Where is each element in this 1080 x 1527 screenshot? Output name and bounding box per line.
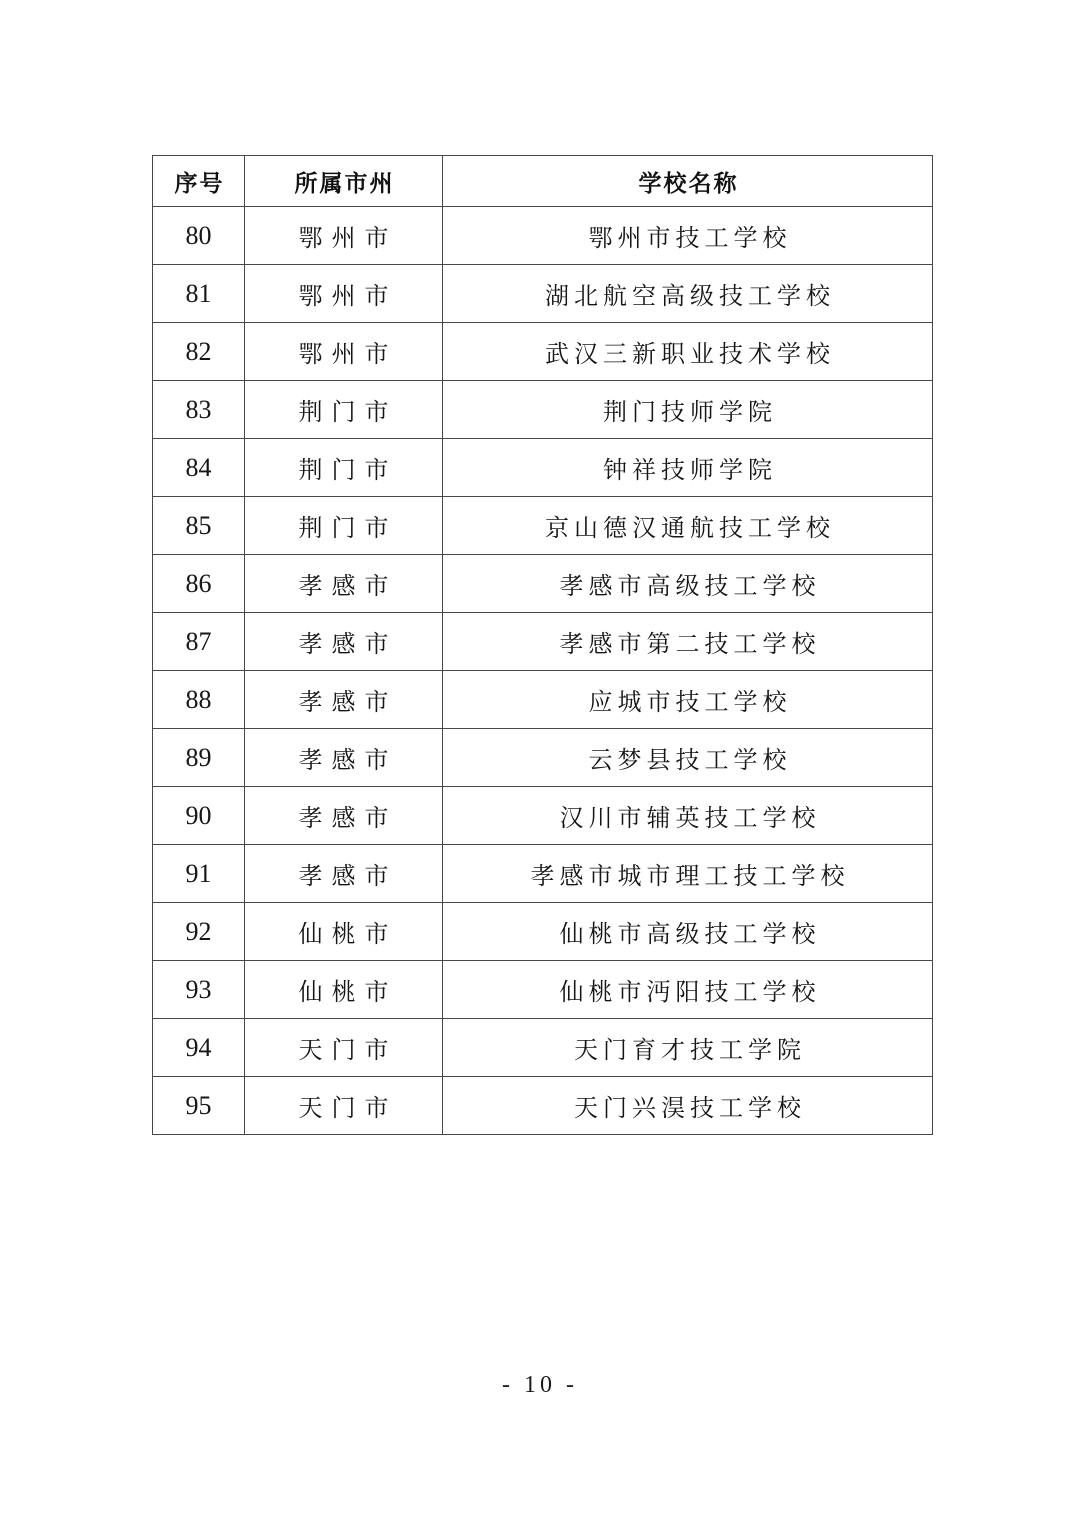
row-school-name: 孝感市城市理工技工学校 (443, 845, 933, 903)
row-school-name: 钟祥技师学院 (443, 439, 933, 497)
row-serial-number: 82 (153, 323, 245, 381)
row-city: 孝感市 (245, 845, 443, 903)
row-city: 天门市 (245, 1077, 443, 1135)
row-school-name: 孝感市高级技工学校 (443, 555, 933, 613)
table-row (153, 845, 933, 903)
table-row (153, 671, 933, 729)
row-city: 孝感市 (245, 555, 443, 613)
row-serial-number: 95 (153, 1077, 245, 1135)
header-row (153, 156, 933, 207)
row-school-name: 天门育才技工学院 (443, 1019, 933, 1077)
table-row (153, 555, 933, 613)
row-serial-number: 85 (153, 497, 245, 555)
row-school-name: 汉川市辅英技工学校 (443, 787, 933, 845)
row-city: 荆门市 (245, 439, 443, 497)
row-city: 荆门市 (245, 381, 443, 439)
row-school-name: 武汉三新职业技术学校 (443, 323, 933, 381)
row-city: 孝感市 (245, 729, 443, 787)
row-serial-number: 88 (153, 671, 245, 729)
row-serial-number: 87 (153, 613, 245, 671)
row-school-name: 云梦县技工学校 (443, 729, 933, 787)
row-city: 鄂州市 (245, 323, 443, 381)
row-serial-number: 80 (153, 207, 245, 265)
row-city: 天门市 (245, 1019, 443, 1077)
row-school-name: 京山德汉通航技工学校 (443, 497, 933, 555)
row-serial-number: 83 (153, 381, 245, 439)
table-row (153, 961, 933, 1019)
table-row (153, 497, 933, 555)
row-city: 鄂州市 (245, 207, 443, 265)
row-school-name: 仙桃市沔阳技工学校 (443, 961, 933, 1019)
row-serial-number: 86 (153, 555, 245, 613)
row-city: 仙桃市 (245, 903, 443, 961)
table-header (153, 156, 933, 207)
row-school-name: 天门兴淏技工学校 (443, 1077, 933, 1135)
header-school-name: 学校名称 (443, 156, 933, 207)
row-school-name: 鄂州市技工学校 (443, 207, 933, 265)
row-school-name: 仙桃市高级技工学校 (443, 903, 933, 961)
row-serial-number: 90 (153, 787, 245, 845)
table-row (153, 1077, 933, 1135)
row-school-name: 孝感市第二技工学校 (443, 613, 933, 671)
row-school-name: 应城市技工学校 (443, 671, 933, 729)
row-city: 孝感市 (245, 613, 443, 671)
table-row (153, 613, 933, 671)
table-row (153, 729, 933, 787)
row-serial-number: 93 (153, 961, 245, 1019)
row-serial-number: 81 (153, 265, 245, 323)
row-serial-number: 94 (153, 1019, 245, 1077)
table-row (153, 1019, 933, 1077)
school-table (152, 155, 933, 1135)
table-row (153, 903, 933, 961)
header-city: 所属市州 (245, 156, 443, 207)
table-row (153, 381, 933, 439)
row-school-name: 湖北航空高级技工学校 (443, 265, 933, 323)
row-city: 孝感市 (245, 787, 443, 845)
row-city: 孝感市 (245, 671, 443, 729)
row-city: 荆门市 (245, 497, 443, 555)
row-serial-number: 89 (153, 729, 245, 787)
table-row (153, 439, 933, 497)
row-school-name: 荆门技师学院 (443, 381, 933, 439)
row-city: 鄂州市 (245, 265, 443, 323)
page-number: - 10 - (502, 1372, 578, 1398)
row-city: 仙桃市 (245, 961, 443, 1019)
row-serial-number: 91 (153, 845, 245, 903)
table-row (153, 265, 933, 323)
table-row (153, 787, 933, 845)
header-serial-number: 序号 (153, 156, 245, 207)
row-serial-number: 84 (153, 439, 245, 497)
table-row (153, 207, 933, 265)
table-row (153, 323, 933, 381)
table-body (153, 207, 933, 1135)
row-serial-number: 92 (153, 903, 245, 961)
